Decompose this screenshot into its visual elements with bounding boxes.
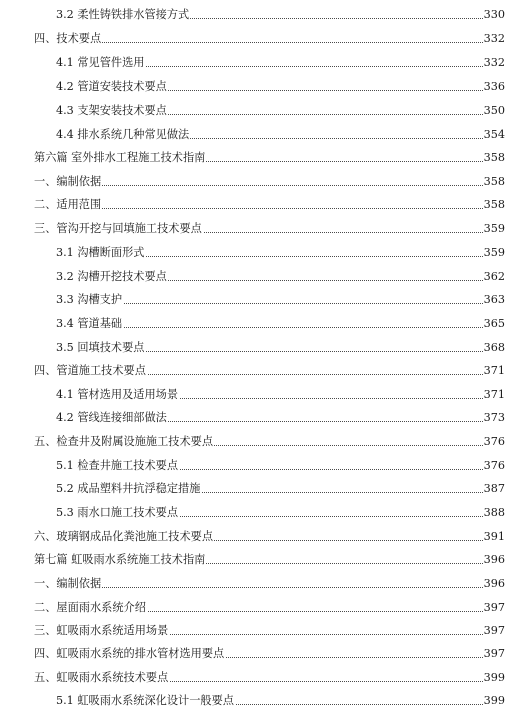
toc-entry-page: 399 [483,694,505,707]
toc-entry-title: 二、适用范围 [34,198,102,211]
toc-entry-title: 六、玻璃钢成品化粪池施工技术要点 [34,530,214,543]
toc-entry-title: 五、虹吸雨水系统技术要点 [34,671,169,684]
toc-entry[interactable] [0,552,521,568]
toc-entry-title: 5.1 检查井施工技术要点 [56,459,179,472]
toc-entry-title: 3.2 沟槽开挖技术要点 [56,270,167,283]
toc-entry[interactable] [0,245,521,261]
toc-entry[interactable] [0,458,521,474]
dot-leader [34,587,505,588]
toc-entry-page: 368 [483,341,505,354]
toc-entry[interactable] [0,363,521,379]
toc-entry[interactable] [0,31,521,47]
dot-leader [34,208,505,209]
toc-entry[interactable] [0,481,521,497]
toc-entry-page: 359 [483,246,505,259]
toc-entry[interactable] [0,600,521,616]
toc-entry[interactable] [0,623,521,639]
toc-entry-page: 397 [483,601,505,614]
toc-entry[interactable] [0,576,521,592]
toc-entry-title: 四、虹吸雨水系统的排水管材选用要点 [34,647,225,660]
toc-entry-page: 350 [483,104,505,117]
toc-entry[interactable] [0,316,521,332]
toc-entry-title: 4.2 管道安装技术要点 [56,80,167,93]
toc-entry-page: 373 [483,411,505,424]
toc-entry-title: 4.2 管线连接细部做法 [56,411,167,424]
toc-entry[interactable] [0,269,521,285]
toc-entry-title: 5.2 成品塑料井抗浮稳定措施 [56,482,201,495]
toc-entry-page: 365 [483,317,505,330]
toc-entry-title: 第六篇 室外排水工程施工技术指南 [34,151,206,164]
toc-entry-page: 362 [483,270,505,283]
toc-entry[interactable] [0,529,521,545]
toc-entry-title: 3.1 沟槽断面形式 [56,246,145,259]
toc-entry[interactable] [0,693,521,709]
toc-entry-page: 399 [483,671,505,684]
toc-entry-page: 336 [483,80,505,93]
toc-entry[interactable] [0,387,521,403]
toc-entry-page: 330 [483,8,505,21]
toc-entry-page: 388 [483,506,505,519]
toc-entry-title: 3.2 柔性铸铁排水管接方式 [56,8,190,21]
toc-entry-page: 376 [483,435,505,448]
toc-entry-page: 358 [483,198,505,211]
toc-entry-title: 4.3 支架安装技术要点 [56,104,167,117]
toc-entry-title: 一、编制依据 [34,577,102,590]
toc-entry-title: 三、虹吸雨水系统适用场景 [34,624,169,637]
toc-entry-title: 3.3 沟槽支护 [56,293,123,306]
toc-entry[interactable] [0,55,521,71]
toc-entry[interactable] [0,410,521,426]
dot-leader [34,42,505,43]
toc-entry-title: 第七篇 虹吸雨水系统施工技术指南 [34,553,206,566]
dot-leader [56,327,505,328]
toc-entry-title: 四、管道施工技术要点 [34,364,146,377]
toc-entry-page: 387 [483,482,505,495]
toc-entry[interactable] [0,197,521,213]
toc-entry[interactable] [0,174,521,190]
toc-entry-page: 376 [483,459,505,472]
toc-entry-page: 332 [483,32,505,45]
dot-leader [34,185,505,186]
toc-entry-title: 5.3 雨水口施工技术要点 [56,506,179,519]
toc-entry[interactable] [0,79,521,95]
toc-entry-page: 354 [483,128,505,141]
toc-entry-title: 二、屋面雨水系统介绍 [34,601,146,614]
toc-entry[interactable] [0,150,521,166]
dot-leader [56,303,505,304]
toc-entry-page: 397 [483,647,505,660]
toc-entry-title: 4.4 排水系统几种常见做法 [56,128,190,141]
toc-entry-page: 363 [483,293,505,306]
toc-entry[interactable] [0,103,521,119]
toc-entry-page: 371 [483,388,505,401]
toc-entry-title: 3.5 回填技术要点 [56,341,145,354]
toc-entry[interactable] [0,7,521,23]
toc-entry[interactable] [0,127,521,143]
toc-entry[interactable] [0,340,521,356]
toc-entry-title: 三、管沟开挖与回填施工技术要点 [34,222,202,235]
toc-entry-title: 一、编制依据 [34,175,102,188]
toc-entry-title: 4.1 常见管件选用 [56,56,145,69]
toc-entry-page: 332 [483,56,505,69]
toc-entry[interactable] [0,292,521,308]
toc-entry[interactable] [0,221,521,237]
toc-entry[interactable] [0,646,521,662]
toc-entry[interactable] [0,434,521,450]
toc-entry[interactable] [0,505,521,521]
toc-entry-title: 5.1 虹吸雨水系统深化设计一般要点 [56,694,234,707]
toc-entry-page: 358 [483,151,505,164]
toc-entry-title: 五、检查井及附属设施施工技术要点 [34,435,214,448]
toc-entry-page: 358 [483,175,505,188]
toc-entry-title: 四、技术要点 [34,32,102,45]
toc-entry-page: 371 [483,364,505,377]
toc-entry-title: 4.1 管材选用及适用场景 [56,388,179,401]
toc-entry-page: 397 [483,624,505,637]
toc-entry[interactable] [0,670,521,686]
toc-entry-title: 3.4 管道基础 [56,317,123,330]
toc-entry-page: 359 [483,222,505,235]
toc-entry-page: 396 [483,577,505,590]
toc-entry-page: 391 [483,530,505,543]
toc-entry-page: 396 [483,553,505,566]
